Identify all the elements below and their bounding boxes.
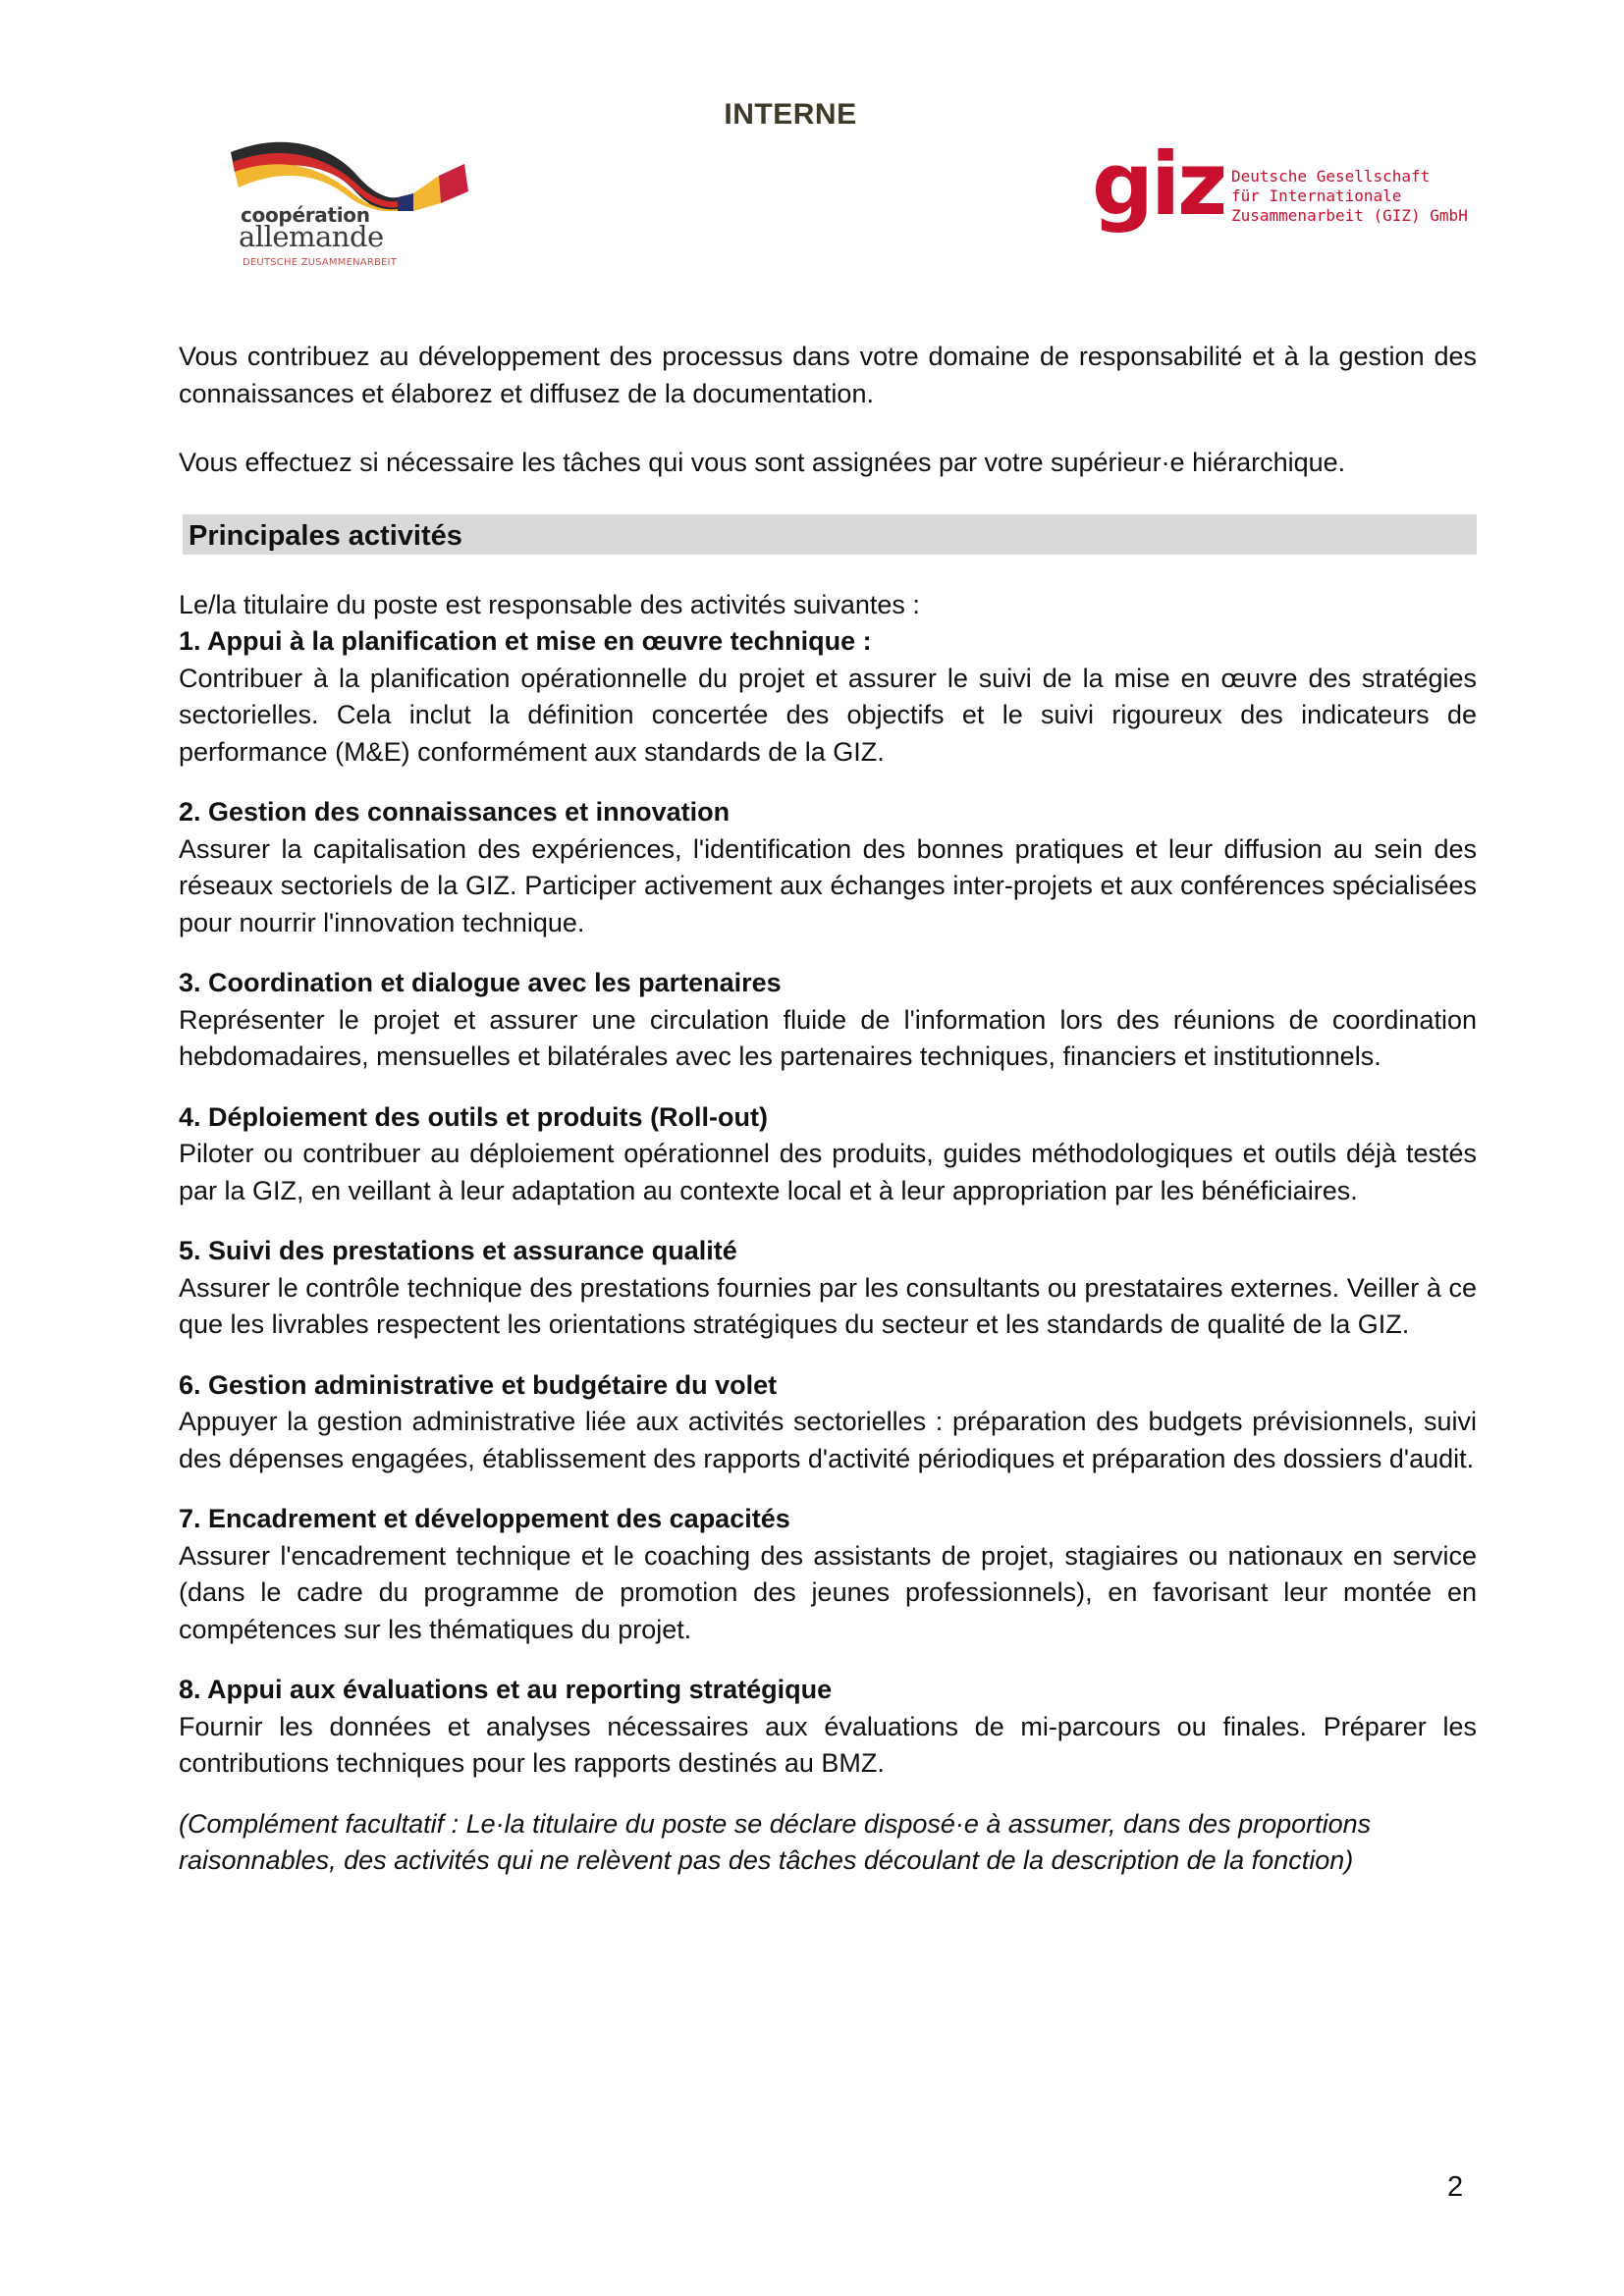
activity-text: Piloter ou contribuer au déploiement opérationnel des produits, guides méthodologiques et outils déjà testés par la GIZ, en veillant à leur adaptation au contexte local et à leur appropriation par les bénéficiaires. — [179, 1139, 1477, 1205]
optional-complement-note: (Complément facultatif : Le·la titulaire du poste se déclare disposé·e à assumer, dans des proportions raisonnables, des activités qui ne relèvent pas des tâches découlant de la description de la fonction) — [179, 1808, 1372, 1875]
section-heading: Principales activités — [183, 514, 1477, 555]
giz-fullname-line: für Internationale — [1231, 187, 1402, 205]
logo-line-cooperation: coopération — [241, 203, 370, 227]
giz-fullname-line: Zusammenarbeit (GIZ) GmbH — [1231, 206, 1468, 225]
document-body — [179, 339, 1477, 1880]
activity-text: Appuyer la gestion administrative liée aux activités sectorielles : préparation des budgets prévisionnels, suivi des dépenses engagées, établissement des rapports d'activité périodiques et préparation des dossiers d'audit. — [179, 1407, 1477, 1473]
intro-paragraph: Vous effectuez si nécessaire les tâches qui vous sont assignées par votre supérieur·e hiérarchique. — [179, 448, 1346, 477]
activity-text: Contribuer à la planification opérationnelle du projet et assurer le suivi de la mise en œuvre des stratégies sectorielles. Cela inclut la définition concertée des objectifs et le suivi rigoureux des indicateurs de performance (M&E) conformément aux standards de la GIZ. — [179, 663, 1477, 767]
cooperation-allemande-logo — [221, 133, 476, 275]
activity-title: 2. Gestion des connaissances et innovation — [179, 797, 731, 827]
classification-label: INTERNE — [724, 98, 857, 131]
activity-title: 4. Déploiement des outils et produits (Roll-out) — [179, 1101, 769, 1132]
activity-text: Fournir les données et analyses nécessaires aux évaluations de mi-parcours ou finales. Préparer les contributions techniques pour les rapports destinés au BMZ. — [179, 1711, 1477, 1778]
giz-logo — [1092, 133, 1485, 255]
giz-fullname — [1231, 167, 1468, 226]
flag-ribbon-icon — [221, 133, 476, 211]
activity-title: 7. Encadrement et développement des capacités — [179, 1504, 790, 1533]
activity-text: Assurer l'encadrement technique et le coaching des assistants de projet, stagiaires ou nationaux en service (dans le cadre du programme de promotion des jeunes professionnels), en favorisant leur montée en compétences sur les thématiques du projet. — [179, 1540, 1477, 1644]
activity-text: Assurer la capitalisation des expériences, l'identification des bonnes pratiques et leur diffusion au sein des réseaux sectoriels de la GIZ. Participer activement aux échanges inter-projets et aux conférences spécialisées pour nourrir l'innovation technique. — [179, 833, 1477, 937]
section-lead: Le/la titulaire du poste est responsable des activités suivantes : — [179, 589, 920, 619]
activity-text: Représenter le projet et assurer une circulation fluide de l'information lors des réunions de coordination hebdomadaires, mensuelles et bilatérales avec les partenaires techniques, financiers et institutionnels. — [179, 1004, 1477, 1071]
giz-wordmark: giz — [1092, 133, 1225, 235]
giz-fullname-line: Deutsche Gesellschaft — [1231, 167, 1431, 186]
activity-title: 1. Appui à la planification et mise en œuvre technique : — [179, 626, 872, 656]
activity-title: 5. Suivi des prestations et assurance qualité — [179, 1236, 737, 1265]
activity-text: Assurer le contrôle technique des prestations fournies par les consultants ou prestataires externes. Veiller à ce que les livrables respectent les orientations stratégiques du secteur et les standards de qualité de la GIZ. — [179, 1272, 1477, 1339]
activity-title: 6. Gestion administrative et budgétaire du volet — [179, 1369, 778, 1400]
logo-line-allemande: allemande — [239, 220, 384, 253]
activity-title: 3. Coordination et dialogue avec les partenaires — [179, 968, 782, 997]
logo-line-deutsche-zusammenarbeit: DEUTSCHE ZUSAMMENARBEIT — [243, 257, 398, 268]
page-number: 2 — [1447, 2171, 1464, 2203]
intro-paragraph: Vous contribuez au développement des processus dans votre domaine de responsabilité et à la gestion des connaissances et élaborez et diffusez de la documentation. — [179, 342, 1477, 408]
activity-title: 8. Appui aux évaluations et au reporting stratégique — [179, 1675, 833, 1704]
